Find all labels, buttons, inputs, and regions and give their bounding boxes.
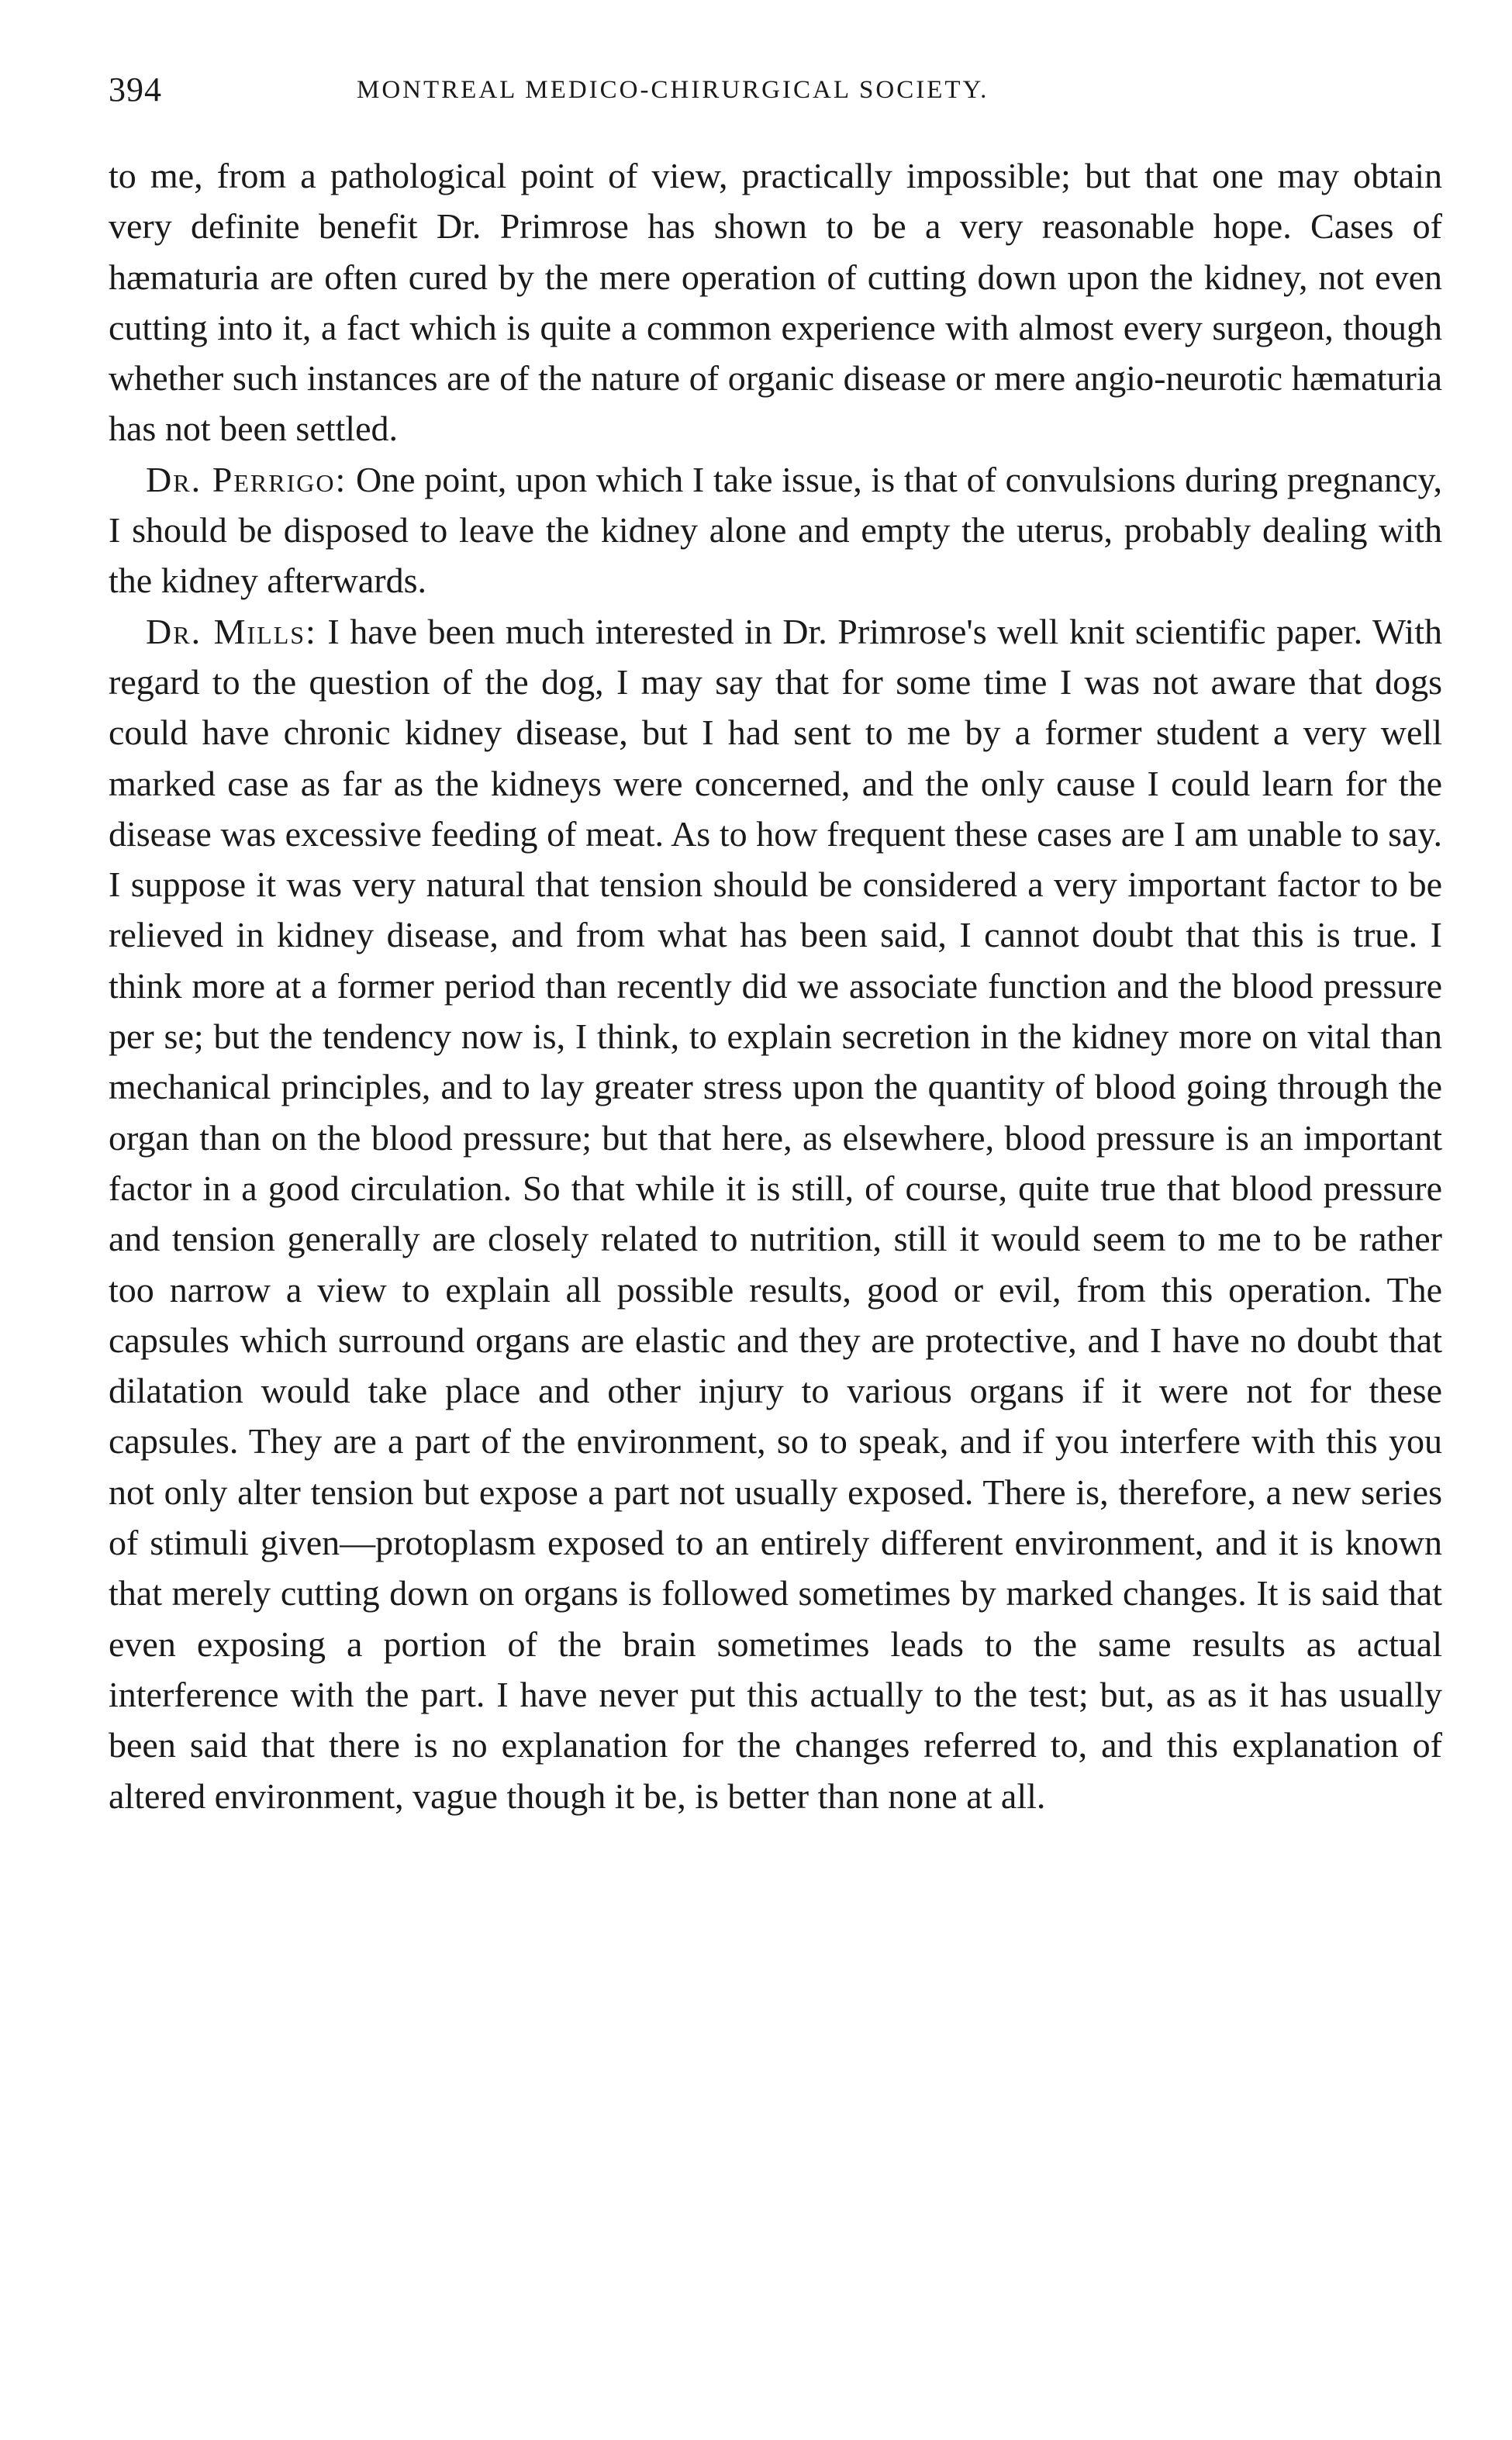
page-header [109, 70, 1442, 124]
page-number: 394 [109, 71, 162, 109]
paragraph-text: to me, from a pathological point of view, practically impossible; but that one may obtain very definite benefit Dr. Primrose has shown to be a very reasonable hope. Cases of hæmaturia are often cured by the mere operation of cutting down upon the kidney, not even cutting into it, a fact which is quite a common experience with almost every surgeon, though whether such instances are of the nature of organic disease or mere angio-neurotic hæmaturia has not been settled. [109, 156, 1442, 449]
paragraph-text: I have been much interested in Dr. Primrose's well knit scientific paper. With regard to the question of the dog, I may say that for some time I was not aware that dogs could have chronic kidney disease, but I had sent to me by a former student a very well marked case as far as the kidneys were concerned, and the only cause I could learn for the disease was excessive feeding of meat. As to how frequent these cases are I am unable to say. I suppose it was very natural that tension should be considered a very important factor to be relieved in kidney disease, and from what has been said, I cannot doubt that this is true. I think more at a former period than recently did we associate function and the blood pressure per se; but the tendency now is, I think, to explain secretion in the kidney more on vital than mechanical principles, and to lay greater stress upon the quantity of blood going through the organ than on the blood pressure; but that here, as elsewhere, blood pressure is an important factor in a good circulation. So that while it is still, of course, quite true that blood pressure and tension generally are closely related to nutrition, still it would seem to me to be rather too narrow a view to explain all possible results, good or evil, from this operation. The capsules which surround organs are elastic and they are protective, and I have no doubt that dilatation would take place and other injury to various organs if it were not for these capsules. They are a part of the environment, so to speak, and if you interfere with this you not only alter tension but expose a part not usually exposed. There is, therefore, a new series of stimuli given—protoplasm exposed to an entirely different environment, and it is known that merely cutting down on organs is followed sometimes by marked changes. It is said that even exposing a portion of the brain sometimes leads to the same results as actual interference with the part. I have never put this actually to the test; but, as as it has usually been said that there is no explanation for the changes referred to, and this explanation of altered environment, vague though it be, is better than none at all. [109, 611, 1442, 1816]
paragraph-mills [109, 606, 1442, 1821]
paragraph-perrigo [109, 454, 1442, 606]
running-title: MONTREAL MEDICO-CHIRURGICAL SOCIETY. [357, 76, 989, 104]
book-page [109, 70, 1442, 1821]
speaker-name: Dr. Perrigo: [146, 459, 347, 499]
body-text [109, 150, 1442, 1821]
paragraph-continuation [109, 150, 1442, 454]
paragraph-text: One point, upon which I take issue, is that of convulsions during pregnancy, I should be disposed to leave the kidney alone and empty the uterus, probably dealing with the kidney afterwards. [109, 459, 1442, 601]
speaker-name: Dr. Mills: [146, 611, 317, 651]
